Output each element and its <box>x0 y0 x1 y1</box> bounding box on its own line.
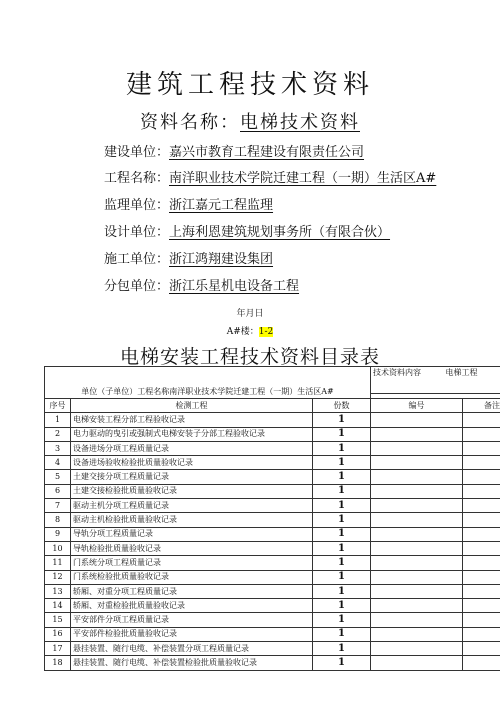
info-label: 监理单位： <box>104 198 170 213</box>
row-remark-cell <box>463 441 500 455</box>
info-design-unit <box>104 221 390 240</box>
row-qty-cell: 1 <box>313 656 371 670</box>
row-code-cell <box>371 627 463 641</box>
row-code-cell <box>371 656 463 670</box>
row-remark-cell <box>463 513 500 527</box>
row-qty-cell: 1 <box>313 613 371 627</box>
header-remark: 备注 <box>463 399 500 413</box>
row-code-cell <box>371 541 463 555</box>
row-code-cell <box>371 441 463 455</box>
info-label: 分包单位： <box>104 279 170 294</box>
info-label: 建设单位： <box>104 145 170 160</box>
row-no-cell: 16 <box>45 627 71 641</box>
row-code-cell <box>371 470 463 484</box>
row-no-cell: 14 <box>45 599 71 613</box>
row-remark-cell <box>463 642 500 656</box>
row-no-cell: 15 <box>45 613 71 627</box>
row-qty-cell: 1 <box>313 584 371 598</box>
row-remark-cell <box>463 613 500 627</box>
row-remark-cell <box>463 556 500 570</box>
row-no-cell: 4 <box>45 456 71 470</box>
row-name-cell: 轿厢、对重分项工程质量记录 <box>71 584 313 598</box>
info-subcontractor <box>104 275 299 294</box>
row-code-cell <box>371 499 463 513</box>
info-value: 南洋职业技术学院迁建工程（一期）生活区A# <box>169 171 437 186</box>
list-title: 电梯安装工程技术资料目录表 <box>119 346 380 368</box>
table-row <box>45 413 500 427</box>
row-name-cell: 土建交接分项工程质量记录 <box>71 470 313 484</box>
row-code-cell <box>371 527 463 541</box>
table-row <box>45 513 500 527</box>
row-no-cell: 3 <box>45 441 71 455</box>
row-qty-cell: 1 <box>313 570 371 584</box>
row-name-cell: 平安部件检验批质量验收记录 <box>71 627 313 641</box>
table-row <box>45 527 500 541</box>
building-prefix: A#楼： <box>226 327 259 337</box>
row-no-cell: 18 <box>45 656 71 670</box>
row-no-cell: 11 <box>45 556 71 570</box>
row-remark-cell <box>463 484 500 498</box>
main-title: 建筑工程技术资料 <box>125 70 374 100</box>
row-name-cell: 门系统检验批质量验收记录 <box>71 570 313 584</box>
row-qty-cell: 1 <box>313 627 371 641</box>
row-no-cell: 7 <box>45 499 71 513</box>
row-no-cell: 9 <box>45 527 71 541</box>
building-line <box>0 324 500 337</box>
unit-row <box>45 367 500 394</box>
row-code-cell <box>371 456 463 470</box>
info-supervision-unit <box>104 194 273 213</box>
row-remark-cell <box>463 627 500 641</box>
row-code-cell <box>371 642 463 656</box>
row-code-cell <box>371 556 463 570</box>
row-name-cell: 设备进场验收检验批质量验收记录 <box>71 456 313 470</box>
info-value: 浙江鸿翔建设集团 <box>169 252 274 267</box>
row-qty-cell: 1 <box>313 599 371 613</box>
row-code-cell <box>371 513 463 527</box>
tech-content-value: 电梯工程 <box>445 368 478 377</box>
row-remark-cell <box>463 541 500 555</box>
tech-content-cell <box>371 367 500 394</box>
row-code-cell <box>371 427 463 441</box>
table-row <box>45 484 500 498</box>
row-remark-cell <box>463 427 500 441</box>
row-code-cell <box>371 570 463 584</box>
row-name-cell: 悬挂装置、随行电缆、补偿装置分项工程质量记录 <box>71 642 313 656</box>
row-remark-cell <box>463 584 500 598</box>
info-value: 上海利恩建筑规划事务所（有限合伙） <box>169 225 391 240</box>
row-name-cell: 电梯安装工程分部工程验收记录 <box>71 413 313 427</box>
row-qty-cell: 1 <box>313 456 371 470</box>
index-table <box>44 366 500 671</box>
row-remark-cell <box>463 656 500 670</box>
tech-content-label: 技术资料内容 <box>373 368 421 377</box>
row-name-cell: 导轨检验批质量验收记录 <box>71 541 313 555</box>
table-row <box>45 584 500 598</box>
row-name-cell: 导轨分项工程质量记录 <box>71 527 313 541</box>
header-row <box>45 399 500 413</box>
row-no-cell: 17 <box>45 642 71 656</box>
document-name-line <box>0 108 500 134</box>
row-no-cell: 10 <box>45 541 71 555</box>
row-remark-cell <box>463 599 500 613</box>
row-name-cell: 轿厢、对重检验批质量验收记录 <box>71 599 313 613</box>
index-table-body <box>45 367 500 671</box>
table-row <box>45 427 500 441</box>
row-qty-cell: 1 <box>313 499 371 513</box>
unit-name-cell: 单位（子单位）工程名称南洋职业技术学院迁建工程（一期）生活区A# <box>45 367 371 399</box>
row-remark-cell <box>463 413 500 427</box>
row-qty-cell: 1 <box>313 441 371 455</box>
info-label: 工程名称： <box>104 171 170 186</box>
row-qty-cell: 1 <box>313 470 371 484</box>
row-code-cell <box>371 413 463 427</box>
info-project-name <box>104 167 436 186</box>
header-name: 检测工程 <box>71 399 313 413</box>
row-no-cell: 13 <box>45 584 71 598</box>
row-no-cell: 5 <box>45 470 71 484</box>
document-name-value: 电梯技术资料 <box>240 112 360 133</box>
row-no-cell: 1 <box>45 413 71 427</box>
row-name-cell: 电力驱动的曳引或强制式电梯安装子分部工程验收记录 <box>71 427 313 441</box>
info-construction-unit <box>104 141 364 160</box>
table-row <box>45 642 500 656</box>
header-code: 编号 <box>371 399 463 413</box>
table-row <box>45 627 500 641</box>
table-row <box>45 613 500 627</box>
row-qty-cell: 1 <box>313 413 371 427</box>
info-label: 施工单位： <box>104 252 170 267</box>
row-remark-cell <box>463 456 500 470</box>
info-value: 浙江乐星机电设备工程 <box>169 279 300 294</box>
row-name-cell: 驱动主机检验批质量验收记录 <box>71 513 313 527</box>
info-contractor <box>104 248 273 267</box>
info-value: 浙江嘉元工程监理 <box>169 198 274 213</box>
row-no-cell: 2 <box>45 427 71 441</box>
row-name-cell: 平安部件分项工程质量记录 <box>71 613 313 627</box>
table-row <box>45 556 500 570</box>
table-row <box>45 570 500 584</box>
row-qty-cell: 1 <box>313 541 371 555</box>
info-label: 设计单位： <box>104 225 170 240</box>
row-code-cell <box>371 613 463 627</box>
row-name-cell: 土建交接检验批质量验收记录 <box>71 484 313 498</box>
row-name-cell: 门系统分项工程质量记录 <box>71 556 313 570</box>
row-qty-cell: 1 <box>313 427 371 441</box>
info-value: 嘉兴市教育工程建设有限责任公司 <box>169 145 365 160</box>
document-name-label: 资料名称： <box>140 112 240 133</box>
date-line: 年月日 <box>236 309 264 319</box>
row-qty-cell: 1 <box>313 484 371 498</box>
header-no: 序号 <box>45 399 71 413</box>
row-qty-cell: 1 <box>313 527 371 541</box>
row-remark-cell <box>463 527 500 541</box>
row-code-cell <box>371 484 463 498</box>
row-name-cell: 设备进场分项工程质量记录 <box>71 441 313 455</box>
row-remark-cell <box>463 570 500 584</box>
row-code-cell <box>371 584 463 598</box>
table-row <box>45 599 500 613</box>
table-row <box>45 499 500 513</box>
row-name-cell: 悬挂装置、随行电缆、补偿装置检验批质量验收记录 <box>71 656 313 670</box>
row-code-cell <box>371 599 463 613</box>
table-row <box>45 441 500 455</box>
row-no-cell: 8 <box>45 513 71 527</box>
building-number: 1-2 <box>258 327 274 337</box>
row-qty-cell: 1 <box>313 513 371 527</box>
table-row <box>45 456 500 470</box>
header-qty: 份数 <box>313 399 371 413</box>
table-row <box>45 541 500 555</box>
row-no-cell: 6 <box>45 484 71 498</box>
row-no-cell: 12 <box>45 570 71 584</box>
row-remark-cell <box>463 470 500 484</box>
row-qty-cell: 1 <box>313 556 371 570</box>
row-name-cell: 驱动主机分项工程质量记录 <box>71 499 313 513</box>
row-remark-cell <box>463 499 500 513</box>
row-qty-cell: 1 <box>313 642 371 656</box>
table-row <box>45 656 500 670</box>
table-row <box>45 470 500 484</box>
